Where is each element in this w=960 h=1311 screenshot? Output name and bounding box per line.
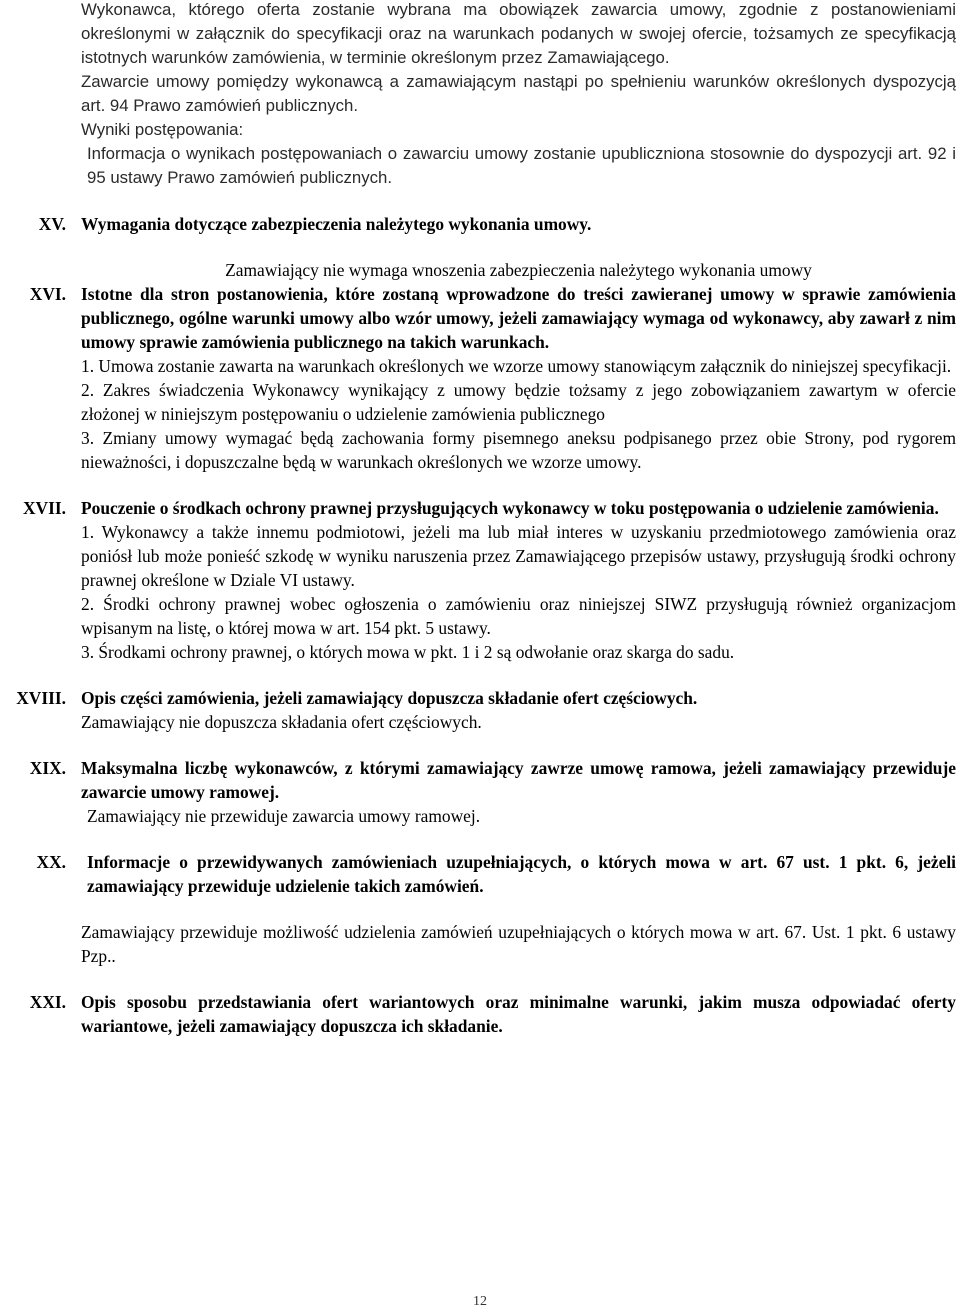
section-xviii [16, 686, 956, 734]
section-xix [29, 756, 956, 828]
section-number: XIX. [29, 758, 66, 778]
section-number: XVII. [22, 498, 66, 518]
section-heading: Opis sposobu przedstawiania ofert wariantowych oraz minimalne warunki, jakim musza odpowiadać oferty wariantowe, jeżeli zamawiający dopuszcza ich składanie. [81, 992, 956, 1036]
section-xvii [22, 496, 956, 664]
section-xv [38, 212, 956, 282]
section-body: Zamawiający przewiduje możliwość udzielenia zamówień uzupełniających o których mowa w art. 67. Ust. 1 pkt. 6 ustawy Pzp.. [81, 922, 956, 966]
section-heading: Maksymalna liczbę wykonawców, z którymi zamawiający zawrze umowę ramowa, jeżeli zamawiający przewiduje zawarcie umowy ramowej. [81, 758, 956, 802]
list-item: 1. Wykonawcy a także innemu podmiotowi, jeżeli ma lub miał interes w uzyskaniu przedmiotowego zamówienia oraz poniósł lub może ponieść szkodę w wyniku naruszenia przez Zamawiającego przepisów ustawy, przysługują środki ochrony prawnej określone w Dziale VI ustawy. [81, 522, 956, 590]
section-heading: Informacje o przewidywanych zamówieniach uzupełniających, o których mowa w art. 67 ust. 1 pkt. 6, jeżeli zamawiający przewiduje udzielenie takich zamówień. [87, 852, 956, 896]
section-heading: Opis części zamówienia, jeżeli zamawiający dopuszcza składanie ofert częściowych. [81, 688, 698, 708]
section-xx [36, 850, 956, 968]
list-item: 1. Umowa zostanie zawarta na warunkach określonych we wzorze umowy stanowiącym załącznik do niniejszej specyfikacji. [81, 356, 952, 376]
section-body: Zamawiający nie dopuszcza składania ofert częściowych. [81, 712, 482, 732]
intro-results-label: Wyniki postępowania: [81, 120, 244, 139]
section-number: XXI. [29, 992, 66, 1012]
section-number: XVI. [29, 284, 66, 304]
list-item: 2. Środki ochrony prawnej wobec ogłoszenia o zamówieniu oraz niniejszej SIWZ przysługują również organizacjom wpisanym na listę, o której mowa w art. 154 pkt. 5 ustawy. [81, 594, 956, 638]
intro-results-info: Informacja o wynikach postępowaniach o zawarciu umowy zostanie upubliczniona stosownie do dyspozycji art. 92 i 95 ustawy Prawo zamówień publicznych. [87, 144, 956, 187]
list-item: 3. Zmiany umowy wymagać będą zachowania formy pisemnego aneksu podpisanego przez obie Strony, pod rygorem nieważności, i dopuszczalne będą w warunkach określonych we wzorze umowy. [81, 428, 956, 472]
intro-paragraph-contract-obligation: Wykonawca, którego oferta zostanie wybrana ma obowiązek zawarcia umowy, zgodnie z postanowieniami określonymi w załącznik do specyfikacji oraz na warunkach podanych w swojej ofercie, tożsamych ze specyfikacją istotnych warunków zamówienia, w terminie określonym przez Zamawiającego. [81, 0, 956, 67]
section-number: XX. [36, 852, 66, 872]
page-number: 12 [473, 1294, 487, 1309]
section-heading: Pouczenie o środkach ochrony prawnej przysługujących wykonawcy w toku postępowania o udzielenie zamówienia. [81, 498, 939, 518]
section-xxi [29, 990, 956, 1038]
section-heading: Istotne dla stron postanowienia, które zostaną wprowadzone do treści zawieranej umowy w sprawie zamówienia publicznego, ogólne warunki umowy albo wzór umowy, jeżeli zamawiający wymaga od wykonawcy, aby zawarł z nim umowy sprawie zamówienia publicznego na takich warunkach. [81, 284, 956, 352]
section-number: XV. [38, 214, 66, 234]
section-body: Zamawiający nie przewiduje zawarcia umowy ramowej. [87, 806, 481, 826]
section-body: Zamawiający nie wymaga wnoszenia zabezpieczenia należytego wykonania umowy [225, 260, 812, 280]
list-item: 2. Zakres świadczenia Wykonawcy wynikający z umowy będzie tożsamy z jego zobowiązaniem zawartym w ofercie złożonej w niniejszym postępowaniu o udzielenie zamówienia publicznego [81, 380, 956, 424]
section-number: XVIII. [16, 688, 66, 708]
document-content [16, 0, 956, 1038]
intro-paragraph-contract-conclusion: Zawarcie umowy pomiędzy wykonawcą a zamawiającym nastąpi po spełnieniu warunków określonych dyspozycją art. 94 Prawo zamówień publicznych. [81, 72, 956, 115]
list-item: 3. Środkami ochrony prawnej, o których mowa w pkt. 1 i 2 są odwołanie oraz skarga do sadu. [81, 642, 735, 662]
section-xvi [29, 282, 956, 474]
section-heading: Wymagania dotyczące zabezpieczenia należytego wykonania umowy. [81, 214, 592, 234]
